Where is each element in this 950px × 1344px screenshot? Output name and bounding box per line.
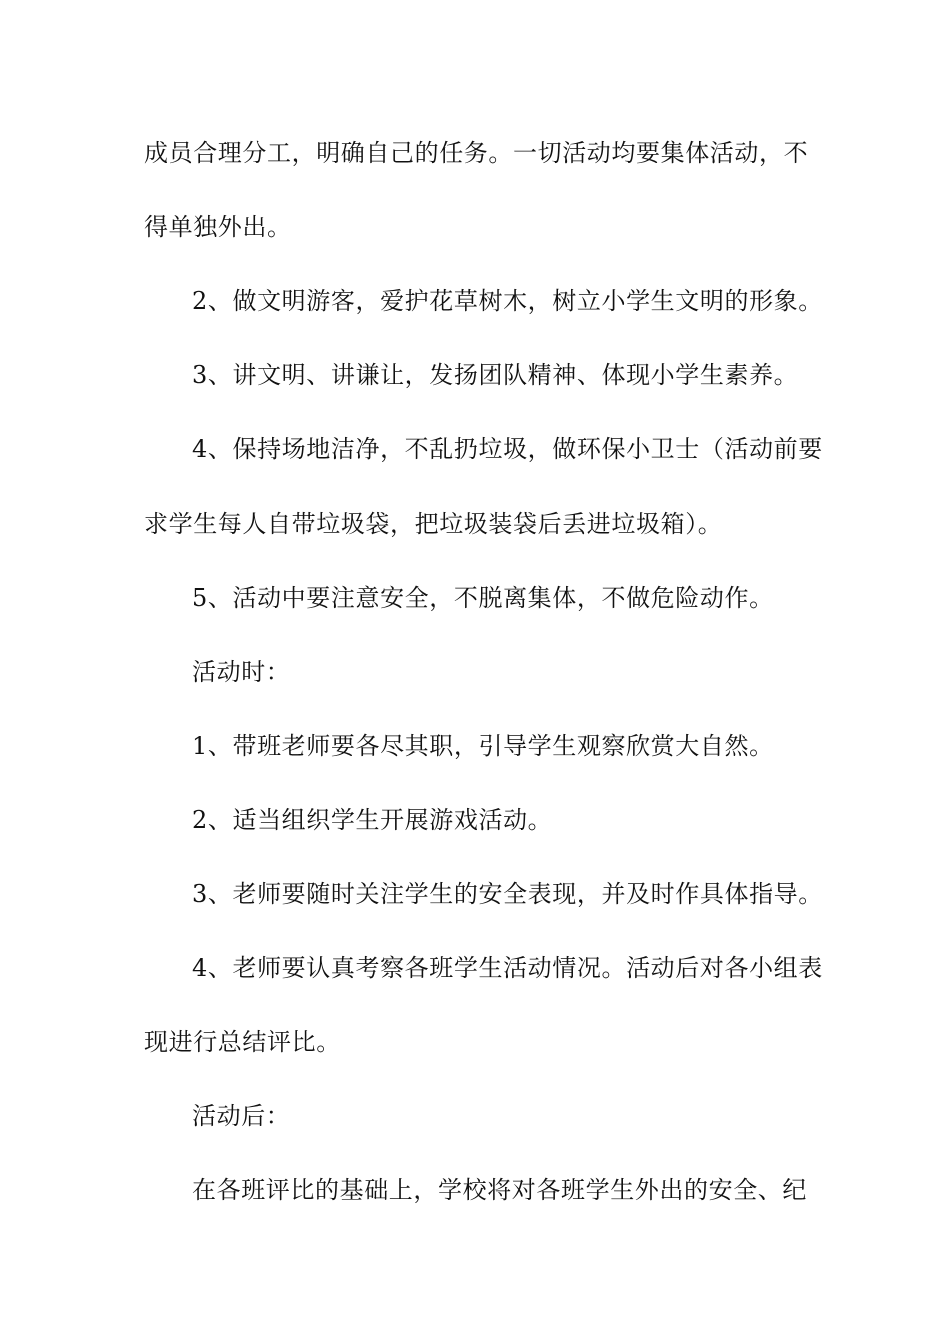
paragraph-line: 求学生每人自带垃圾袋，把垃圾装袋后丢进垃圾箱）。 bbox=[144, 510, 723, 538]
paragraph-line: 在各班评比的基础上，学校将对各班学生外出的安全、纪 bbox=[192, 1176, 807, 1204]
paragraph-line: 3、老师要随时关注学生的安全表现，并及时作具体指导。 bbox=[192, 880, 823, 908]
paragraph-line: 3、讲文明、讲谦让，发扬团队精神、体现小学生素养。 bbox=[192, 361, 799, 389]
paragraph-line: 得单独外出。 bbox=[144, 213, 292, 241]
paragraph-line: 5、活动中要注意安全，不脱离集体，不做危险动作。 bbox=[192, 584, 774, 612]
section-heading: 活动时： bbox=[192, 658, 291, 686]
paragraph-line: 成员合理分工，明确自己的任务。一切活动均要集体活动，不 bbox=[144, 139, 809, 167]
paragraph-line: 现进行总结评比。 bbox=[144, 1028, 341, 1056]
paragraph-line: 1、带班老师要各尽其职，引导学生观察欣赏大自然。 bbox=[192, 732, 774, 760]
section-heading: 活动后： bbox=[192, 1102, 291, 1130]
paragraph-line: 4、保持场地洁净，不乱扔垃圾，做环保小卫士（活动前要 bbox=[192, 435, 823, 463]
paragraph-line: 2、做文明游客，爱护花草树木，树立小学生文明的形象。 bbox=[192, 287, 823, 315]
paragraph-line: 4、老师要认真考察各班学生活动情况。活动后对各小组表 bbox=[192, 954, 823, 982]
paragraph-line: 2、适当组织学生开展游戏活动。 bbox=[192, 806, 553, 834]
